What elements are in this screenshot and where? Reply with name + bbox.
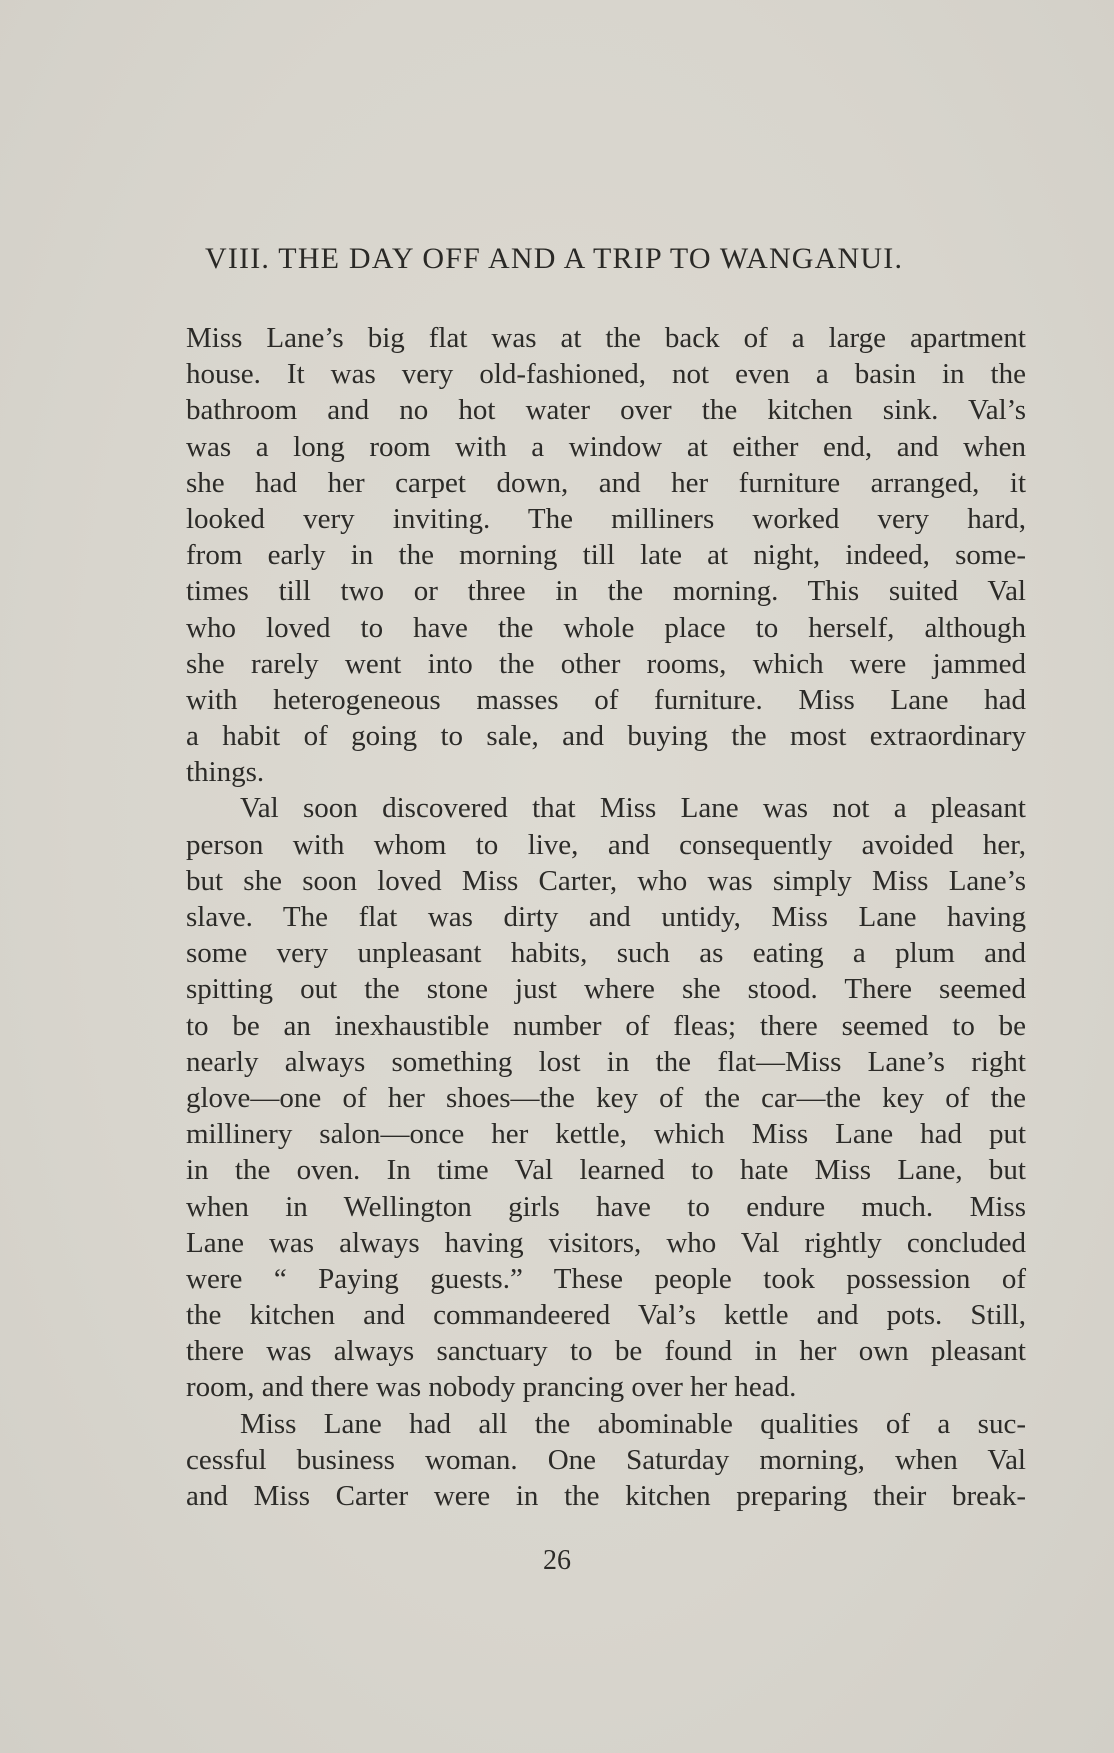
- text-line: spitting out the stone just where she stood. There seemed: [186, 973, 1026, 1006]
- text-line: glove—one of her shoes—the key of the car—the key of the: [186, 1081, 1026, 1114]
- body-text: [186, 320, 1026, 1514]
- chapter-title: VIII. THE DAY OFF AND A TRIP TO WANGANUI.: [205, 242, 904, 275]
- text-line: Lane was always having visitors, who Val rightly concluded: [186, 1226, 1026, 1259]
- text-line: she rarely went into the other rooms, which were jammed: [186, 647, 1026, 680]
- text-line: things.: [186, 756, 265, 789]
- text-line: when in Wellington girls have to endure much. Miss: [186, 1190, 1026, 1223]
- text-line: with heterogeneous masses of furniture. Miss Lane had: [186, 683, 1026, 716]
- text-line: from early in the morning till late at night, indeed, some-: [186, 539, 1026, 572]
- text-line: the kitchen and commandeered Val’s kettle and pots. Still,: [186, 1299, 1026, 1332]
- text-line: bathroom and no hot water over the kitchen sink. Val’s: [186, 394, 1026, 427]
- text-line: were “ Paying guests.” These people took possession of: [186, 1262, 1026, 1295]
- text-line: cessful business woman. One Saturday morning, when Val: [186, 1443, 1026, 1476]
- text-line: person with whom to live, and consequently avoided her,: [186, 828, 1026, 861]
- text-line: house. It was very old-fashioned, not even a basin in the: [186, 358, 1026, 391]
- text-line: Miss Lane had all the abominable qualities of a suc-: [240, 1407, 1026, 1440]
- text-line: Val soon discovered that Miss Lane was not a pleasant: [240, 792, 1026, 825]
- text-line: millinery salon—once her kettle, which Miss Lane had put: [186, 1118, 1026, 1151]
- paragraph-3: [186, 1406, 1026, 1515]
- page-number: 26: [543, 1545, 571, 1576]
- text-line: slave. The flat was dirty and untidy, Miss Lane having: [186, 901, 1026, 933]
- text-line: room, and there was nobody prancing over her head.: [186, 1371, 797, 1404]
- text-line: who loved to have the whole place to herself, although: [186, 611, 1026, 644]
- text-line: times till two or three in the morning. This suited Val: [186, 575, 1026, 608]
- text-line: nearly always something lost in the flat—Miss Lane’s right: [186, 1045, 1026, 1078]
- text-line: and Miss Carter were in the kitchen preparing their break-: [186, 1480, 1026, 1512]
- text-line: looked very inviting. The milliners worked very hard,: [186, 502, 1026, 535]
- text-line: was a long room with a window at either end, and when: [186, 430, 1026, 463]
- text-line: but she soon loved Miss Carter, who was simply Miss Lane’s: [186, 864, 1026, 897]
- paragraph-1: [186, 320, 1026, 790]
- text-line: a habit of going to sale, and buying the most extraordinary: [186, 720, 1026, 753]
- text-line: there was always sanctuary to be found in her own pleasant: [186, 1335, 1026, 1368]
- text-line: to be an inexhaustible number of fleas; there seemed to be: [186, 1009, 1026, 1042]
- text-line: in the oven. In time Val learned to hate Miss Lane, but: [186, 1154, 1026, 1187]
- text-line: she had her carpet down, and her furniture arranged, it: [186, 466, 1026, 499]
- paragraph-2: [186, 790, 1026, 1405]
- text-line: some very unpleasant habits, such as eating a plum and: [186, 937, 1026, 970]
- text-line: Miss Lane’s big flat was at the back of a large apartment: [186, 322, 1026, 354]
